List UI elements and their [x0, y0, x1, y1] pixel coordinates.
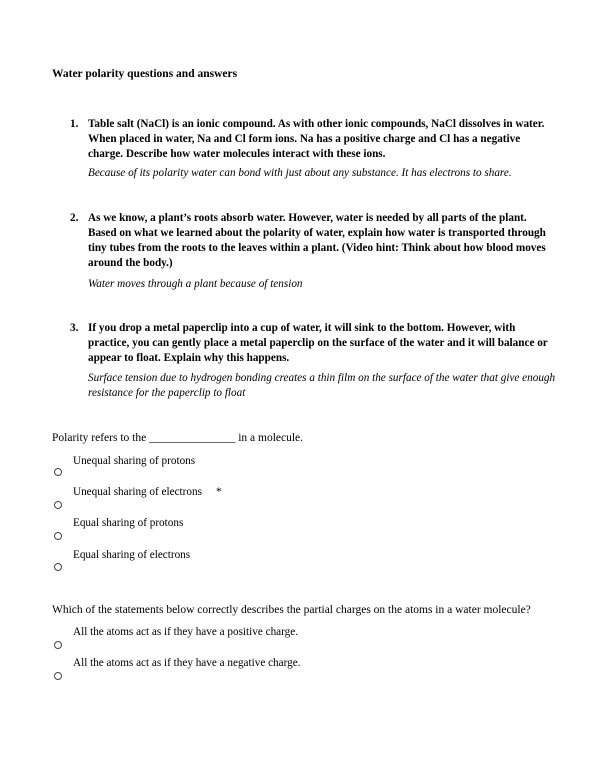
document-title: Water polarity questions and answers	[52, 68, 238, 80]
radio-button[interactable]	[54, 501, 62, 509]
mc-option-text: Unequal sharing of electrons	[73, 486, 202, 498]
question-1	[70, 117, 550, 162]
radio-button[interactable]	[54, 563, 62, 571]
question-3	[70, 321, 550, 366]
mc-option-label: Equal sharing of electrons	[73, 549, 191, 561]
mc-option-label: Equal sharing of protons	[73, 517, 184, 529]
question-2	[70, 211, 550, 271]
radio-button[interactable]	[54, 468, 62, 476]
mc-question-2-prompt: Which of the statements below correctly describes the partial charges on the atoms in a water molecule?	[52, 604, 531, 616]
answer-2: Water moves through a plant because of tension	[88, 278, 303, 290]
question-number: 3.	[70, 322, 79, 334]
mc-option-label: Unequal sharing of protons	[73, 455, 196, 467]
radio-button[interactable]	[54, 641, 62, 649]
question-text: Table salt (NaCl) is an ionic compound. As with other ionic compounds, NaCl dissolves in water. When placed in water, Na and Cl form ions. Na has a positive charge and Cl has a negative charge. Describe how water molecules interact with these ions.	[88, 118, 545, 160]
mc-question-1-prompt: Polarity refers to the _______________ in a molecule.	[52, 432, 304, 444]
mc-option-label: All the atoms act as if they have a positive charge.	[73, 626, 299, 638]
question-number: 1.	[70, 118, 79, 130]
radio-button[interactable]	[54, 672, 62, 680]
answer-1: Because of its polarity water can bond with just about any substance. It has electrons to share.	[88, 167, 512, 179]
question-number: 2.	[70, 212, 79, 224]
correct-answer-mark: *	[215, 486, 222, 498]
mc-option-label: All the atoms act as if they have a negative charge.	[73, 657, 301, 669]
question-text: As we know, a plant’s roots absorb water. However, water is needed by all parts of the plant. Based on what we learned about the polarity of water, explain how water is transported through tiny tubes from the roots to the leaves within a plant. (Video hint: Think about how blood moves around the body.)	[88, 212, 546, 269]
question-text: If you drop a metal paperclip into a cup of water, it will sink to the bottom. However, with practice, you can gently place a metal paperclip on the surface of the water and it will balance or appear to float. Explain why this happens.	[88, 322, 548, 364]
answer-3: Surface tension due to hydrogen bonding creates a thin film on the surface of the water that give enough resistance for the paperclip to float	[88, 372, 556, 399]
mc-option-label	[73, 486, 222, 498]
radio-button[interactable]	[54, 532, 62, 540]
